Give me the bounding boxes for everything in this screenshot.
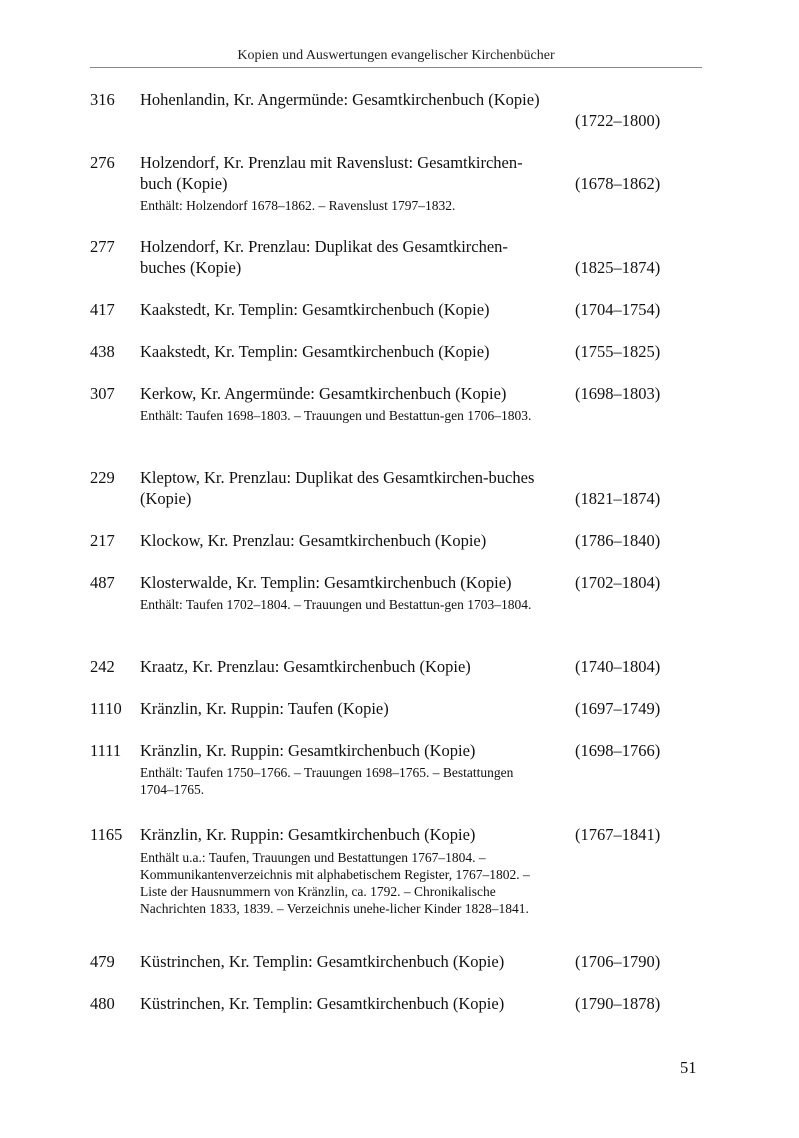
entry-title: Kaakstedt, Kr. Templin: Gesamtkirchenbuch (Kopie)	[140, 342, 490, 361]
page-number: 51	[680, 1058, 697, 1077]
entry-title: Holzendorf, Kr. Prenzlau: Duplikat des Gesamtkirchen-buches (Kopie)	[140, 237, 508, 277]
entry-title: Kraatz, Kr. Prenzlau: Gesamtkirchenbuch (Kopie)	[140, 657, 471, 676]
entry-title: Klockow, Kr. Prenzlau: Gesamtkirchenbuch (Kopie)	[140, 531, 487, 550]
entry-title: Hohenlandin, Kr. Angermünde: Gesamtkirchenbuch (Kopie)	[140, 90, 540, 109]
entry-years: (1821–1874)	[575, 489, 661, 508]
entry-title: Küstrinchen, Kr. Templin: Gesamtkirchenbuch (Kopie)	[140, 994, 505, 1013]
entry-title: Küstrinchen, Kr. Templin: Gesamtkirchenbuch (Kopie)	[140, 952, 505, 971]
entry-years: (1678–1862)	[575, 174, 661, 193]
entry-number: 487	[90, 573, 115, 592]
entry-number: 1165	[90, 825, 123, 844]
entry-number: 479	[90, 952, 115, 971]
entry-years: (1755–1825)	[575, 342, 661, 361]
entry-years: (1698–1766)	[575, 741, 661, 760]
entry-title: Kaakstedt, Kr. Templin: Gesamtkirchenbuch (Kopie)	[140, 300, 490, 319]
entry-note: Enthält: Taufen 1698–1803. – Trauungen und Bestattun-gen 1706–1803.	[140, 408, 532, 423]
entry-years: (1790–1878)	[575, 994, 661, 1013]
entry-number: 1111	[90, 741, 122, 760]
entry-years: (1697–1749)	[575, 699, 661, 718]
entry-number: 417	[90, 300, 115, 319]
entry-number: 229	[90, 468, 115, 487]
entry-number: 316	[90, 90, 115, 109]
entry-number: 276	[90, 153, 115, 172]
entry-years: (1740–1804)	[575, 657, 661, 676]
entry-number: 1110	[90, 699, 122, 718]
entry-years: (1706–1790)	[575, 952, 661, 971]
entry-number: 307	[90, 384, 115, 403]
entry-years: (1704–1754)	[575, 300, 661, 319]
header-rule	[90, 67, 702, 68]
entry-title: Kerkow, Kr. Angermünde: Gesamtkirchenbuch (Kopie)	[140, 384, 507, 403]
entry-note: Enthält u.a.: Taufen, Trauungen und Bestattungen 1767–1804. – Kommunikantenverzeichnis mit alphabetischem Register, 1767–1802. – Liste der Hausnummern von Kränzlin, ca. 1792. – Chronikalische Nachrichten 1833, 1839. – Verzeichnis unehe-licher Kinder 1828–1841.	[140, 850, 530, 916]
entry-number: 217	[90, 531, 115, 550]
entry-note: Enthält: Taufen 1750–1766. – Trauungen 1698–1765. – Bestattungen 1704–1765.	[140, 765, 514, 797]
entry-years: (1786–1840)	[575, 531, 661, 550]
entry-title: Klosterwalde, Kr. Templin: Gesamtkirchenbuch (Kopie)	[140, 573, 512, 592]
entry-number: 480	[90, 994, 115, 1013]
entry-number: 242	[90, 657, 115, 676]
entry-note: Enthält: Taufen 1702–1804. – Trauungen und Bestattun-gen 1703–1804.	[140, 597, 532, 612]
entry-years: (1825–1874)	[575, 258, 661, 277]
entry-title: Kleptow, Kr. Prenzlau: Duplikat des Gesamtkirchen-buches (Kopie)	[140, 468, 535, 508]
entry-years: (1767–1841)	[575, 825, 661, 844]
entry-number: 277	[90, 237, 115, 256]
entry-years: (1698–1803)	[575, 384, 661, 403]
entry-years: (1702–1804)	[575, 573, 661, 592]
running-header: Kopien und Auswertungen evangelischer Kirchenbücher	[237, 48, 555, 63]
entry-years: (1722–1800)	[575, 111, 661, 130]
entry-note: Enthält: Holzendorf 1678–1862. – Ravenslust 1797–1832.	[140, 198, 456, 213]
entry-title: Kränzlin, Kr. Ruppin: Gesamtkirchenbuch (Kopie)	[140, 825, 476, 844]
entry-title: Kränzlin, Kr. Ruppin: Taufen (Kopie)	[140, 699, 389, 718]
entry-title: Holzendorf, Kr. Prenzlau mit Ravenslust: Gesamtkirchen-buch (Kopie)	[140, 153, 523, 193]
entry-title: Kränzlin, Kr. Ruppin: Gesamtkirchenbuch (Kopie)	[140, 741, 476, 760]
entry-number: 438	[90, 342, 115, 361]
